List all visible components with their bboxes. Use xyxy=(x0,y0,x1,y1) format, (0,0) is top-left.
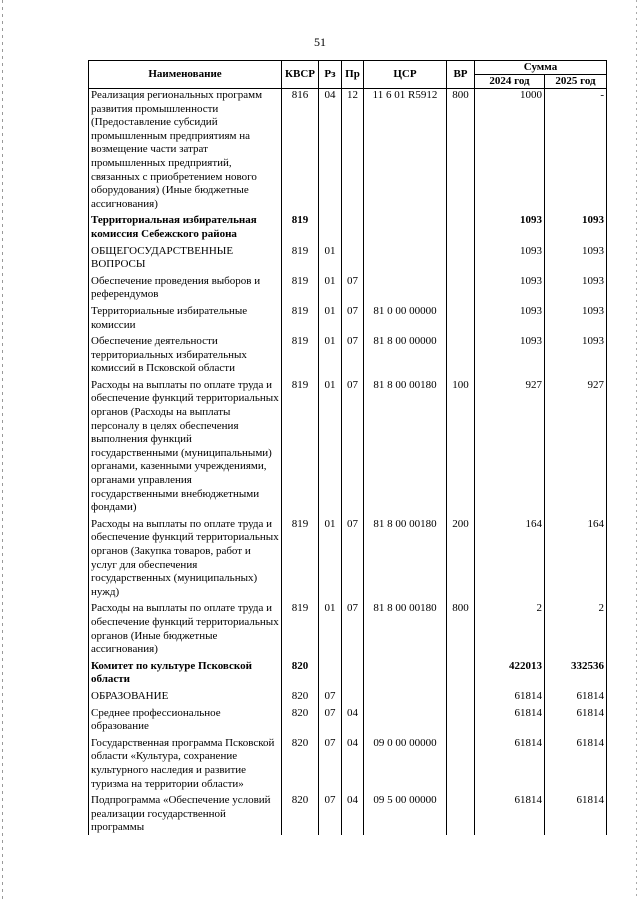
cell-2024: 1093 xyxy=(475,275,545,302)
cell-kvsr: 819 xyxy=(282,305,319,332)
table-header xyxy=(89,61,607,89)
table-row xyxy=(89,335,607,376)
cell-2025: 1093 xyxy=(545,275,607,302)
table-row xyxy=(89,245,607,272)
cell-vr xyxy=(447,214,475,241)
cell-kvsr: 820 xyxy=(282,794,319,835)
table-row xyxy=(89,305,607,332)
cell-2025: 61814 xyxy=(545,690,607,704)
cell-kvsr: 820 xyxy=(282,737,319,791)
cell-name: Расходы на выплаты по оплате труда и обеспечение функций территориальных органов (Закупка товаров, работ и услуг для обеспечения государственных (муниципальных) нужд) xyxy=(89,518,282,600)
cell-rz: 07 xyxy=(319,794,342,835)
cell-2024: 1093 xyxy=(475,214,545,241)
cell-name: Обеспечение проведения выборов и референдумов xyxy=(89,275,282,302)
cell-csr xyxy=(364,707,447,734)
table-row xyxy=(89,660,607,687)
scan-edge-right xyxy=(636,0,637,899)
cell-rz: 01 xyxy=(319,275,342,302)
cell-csr xyxy=(364,275,447,302)
cell-kvsr: 820 xyxy=(282,690,319,704)
cell-name: Расходы на выплаты по оплате труда и обеспечение функций территориальных органов (Иные бюджетные ассигнования) xyxy=(89,602,282,656)
cell-pr: 04 xyxy=(342,707,364,734)
cell-csr: 81 0 00 00000 xyxy=(364,305,447,332)
cell-2024: 1000 xyxy=(475,89,545,212)
cell-name: ОБРАЗОВАНИЕ xyxy=(89,690,282,704)
cell-2025: 61814 xyxy=(545,707,607,734)
cell-pr: 07 xyxy=(342,335,364,376)
cell-vr: 200 xyxy=(447,518,475,600)
table-row xyxy=(89,379,607,515)
cell-vr xyxy=(447,275,475,302)
cell-2024: 61814 xyxy=(475,794,545,835)
cell-2024: 1093 xyxy=(475,335,545,376)
header-2024: 2024 год xyxy=(475,75,545,89)
cell-vr: 100 xyxy=(447,379,475,515)
cell-name: Обеспечение деятельности территориальных избирательных комиссий в Псковской области xyxy=(89,335,282,376)
cell-2024: 1093 xyxy=(475,245,545,272)
cell-csr: 09 5 00 00000 xyxy=(364,794,447,835)
cell-vr xyxy=(447,794,475,835)
cell-kvsr: 820 xyxy=(282,707,319,734)
cell-name: Среднее профессиональное образование xyxy=(89,707,282,734)
cell-rz: 01 xyxy=(319,379,342,515)
cell-rz: 07 xyxy=(319,690,342,704)
cell-rz: 01 xyxy=(319,602,342,656)
header-sum: Сумма xyxy=(475,61,607,75)
cell-2025: 332536 xyxy=(545,660,607,687)
cell-name: Государственная программа Псковской области «Культура, сохранение культурного наследия и развитие туризма на территории области» xyxy=(89,737,282,791)
cell-2024: 61814 xyxy=(475,707,545,734)
cell-kvsr: 816 xyxy=(282,89,319,212)
cell-2024: 927 xyxy=(475,379,545,515)
cell-2024: 2 xyxy=(475,602,545,656)
cell-kvsr: 819 xyxy=(282,602,319,656)
header-kvsr: КВСР xyxy=(282,61,319,89)
cell-pr xyxy=(342,660,364,687)
cell-kvsr: 819 xyxy=(282,518,319,600)
header-pr: Пр xyxy=(342,61,364,89)
cell-2025: 1093 xyxy=(545,335,607,376)
cell-name: ОБЩЕГОСУДАРСТВЕННЫЕ ВОПРОСЫ xyxy=(89,245,282,272)
cell-2025: - xyxy=(545,89,607,212)
cell-vr xyxy=(447,245,475,272)
cell-kvsr: 819 xyxy=(282,214,319,241)
cell-rz: 07 xyxy=(319,737,342,791)
cell-csr: 81 8 00 00000 xyxy=(364,335,447,376)
cell-vr xyxy=(447,737,475,791)
table-row xyxy=(89,707,607,734)
cell-rz: 07 xyxy=(319,707,342,734)
cell-kvsr: 820 xyxy=(282,660,319,687)
header-csr: ЦСР xyxy=(364,61,447,89)
cell-csr: 81 8 00 00180 xyxy=(364,602,447,656)
cell-pr: 07 xyxy=(342,379,364,515)
cell-kvsr: 819 xyxy=(282,275,319,302)
cell-2024: 1093 xyxy=(475,305,545,332)
scan-edge-left xyxy=(2,0,3,899)
cell-rz: 01 xyxy=(319,335,342,376)
table-row xyxy=(89,794,607,835)
budget-table xyxy=(88,60,607,835)
cell-2024: 61814 xyxy=(475,690,545,704)
cell-rz: 01 xyxy=(319,518,342,600)
cell-vr: 800 xyxy=(447,602,475,656)
table-row xyxy=(89,602,607,656)
cell-name: Территориальная избирательная комиссия Себежского района xyxy=(89,214,282,241)
cell-pr: 07 xyxy=(342,275,364,302)
cell-vr xyxy=(447,690,475,704)
cell-2025: 164 xyxy=(545,518,607,600)
header-vr: ВР xyxy=(447,61,475,89)
cell-vr xyxy=(447,335,475,376)
cell-name: Территориальные избирательные комиссии xyxy=(89,305,282,332)
cell-vr xyxy=(447,660,475,687)
cell-name: Подпрограмма «Обеспечение условий реализации государственной программы xyxy=(89,794,282,835)
header-rz: Рз xyxy=(319,61,342,89)
cell-csr: 11 6 01 R5912 xyxy=(364,89,447,212)
cell-vr xyxy=(447,707,475,734)
cell-csr xyxy=(364,214,447,241)
cell-vr: 800 xyxy=(447,89,475,212)
cell-pr xyxy=(342,245,364,272)
table-row xyxy=(89,737,607,791)
cell-csr: 81 8 00 00180 xyxy=(364,379,447,515)
cell-rz: 04 xyxy=(319,89,342,212)
cell-kvsr: 819 xyxy=(282,245,319,272)
table-body xyxy=(89,89,607,835)
cell-rz: 01 xyxy=(319,245,342,272)
header-name: Наименование xyxy=(89,61,282,89)
cell-pr: 07 xyxy=(342,602,364,656)
cell-rz xyxy=(319,214,342,241)
cell-2025: 1093 xyxy=(545,245,607,272)
cell-pr: 07 xyxy=(342,518,364,600)
cell-pr: 04 xyxy=(342,794,364,835)
cell-kvsr: 819 xyxy=(282,379,319,515)
cell-2025: 1093 xyxy=(545,214,607,241)
cell-name: Комитет по культуре Псковской области xyxy=(89,660,282,687)
cell-2025: 1093 xyxy=(545,305,607,332)
table-row xyxy=(89,275,607,302)
cell-rz xyxy=(319,660,342,687)
table-row xyxy=(89,690,607,704)
cell-pr: 12 xyxy=(342,89,364,212)
cell-csr xyxy=(364,245,447,272)
cell-name: Расходы на выплаты по оплате труда и обеспечение функций территориальных органов (Расходы на выплаты персоналу в целях обеспечения выполнения функций государственными (муниципальными) органами, казенными учреждениями, органами управления государственными внебюджетными фондами) xyxy=(89,379,282,515)
cell-2025: 61814 xyxy=(545,794,607,835)
table-row xyxy=(89,89,607,212)
cell-csr xyxy=(364,690,447,704)
cell-pr xyxy=(342,214,364,241)
cell-2024: 61814 xyxy=(475,737,545,791)
cell-csr xyxy=(364,660,447,687)
cell-2025: 2 xyxy=(545,602,607,656)
cell-2025: 61814 xyxy=(545,737,607,791)
header-2025: 2025 год xyxy=(545,75,607,89)
cell-pr: 04 xyxy=(342,737,364,791)
cell-2024: 164 xyxy=(475,518,545,600)
cell-csr: 09 0 00 00000 xyxy=(364,737,447,791)
cell-pr: 07 xyxy=(342,305,364,332)
cell-vr xyxy=(447,305,475,332)
table-row xyxy=(89,518,607,600)
cell-csr: 81 8 00 00180 xyxy=(364,518,447,600)
cell-2025: 927 xyxy=(545,379,607,515)
table-row xyxy=(89,214,607,241)
cell-rz: 01 xyxy=(319,305,342,332)
cell-pr xyxy=(342,690,364,704)
cell-2024: 422013 xyxy=(475,660,545,687)
cell-kvsr: 819 xyxy=(282,335,319,376)
page-number: 51 xyxy=(314,35,326,49)
cell-name: Реализация региональных программ развития промышленности (Предоставление субсидий промышленным предприятиям на возмещение части затрат промышленных предприятий, связанных с приобретением нового оборудования) (Иные бюджетные ассигнования) xyxy=(89,89,282,212)
